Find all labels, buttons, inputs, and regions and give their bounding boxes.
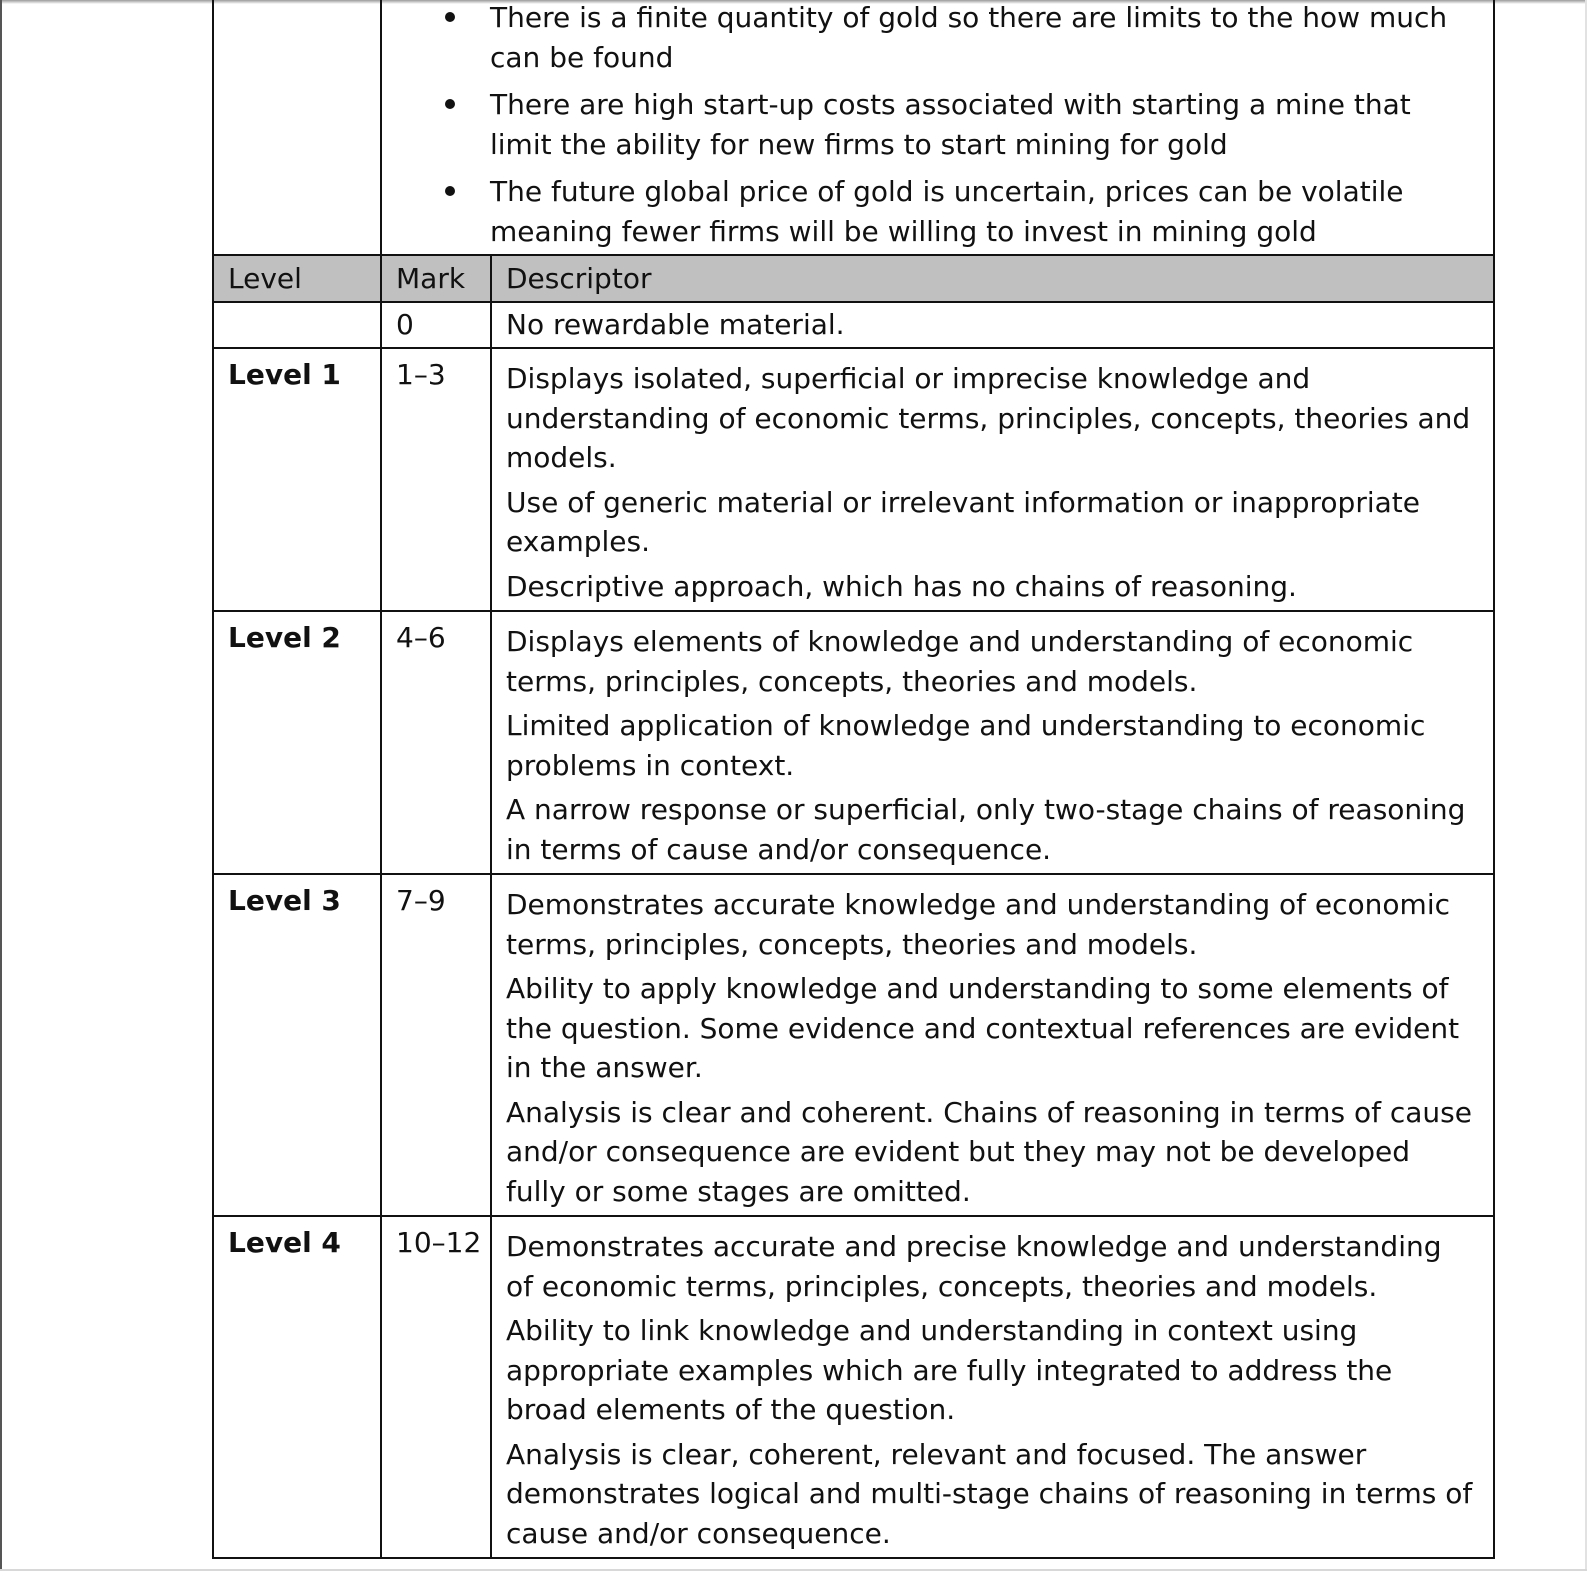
descriptor-paragraph: Use of generic material or irrelevant information or inappropriate examples. xyxy=(506,485,1420,558)
indicative-content-row xyxy=(213,0,1494,255)
descriptor-paragraph: Displays isolated, superficial or imprecise knowledge and understanding of economic terms, principles, concepts, theories and models. xyxy=(506,362,1471,474)
descriptor-paragraph: Descriptive approach, which has no chains of reasoning. xyxy=(506,569,1297,603)
table-row-level-3 xyxy=(213,874,1494,1216)
descriptor-paragraph: Analysis is clear, coherent, relevant and focused. The answer demonstrates logical and multi-stage chains of reasoning in terms of cause and/or consequence. xyxy=(506,1437,1473,1550)
descriptor-paragraph: Ability to apply knowledge and understanding to some elements of the question. Some evidence and contextual references are evident in the answer. xyxy=(506,972,1460,1084)
bullet-dot-icon xyxy=(445,186,455,196)
descriptor-paragraph: Ability to link knowledge and understanding in context using appropriate examples which are fully integrated to address the broad elements of the question. xyxy=(506,1314,1393,1426)
descriptor-cell xyxy=(491,1216,1494,1558)
mark-cell: 4–6 xyxy=(381,611,491,874)
level-cell xyxy=(213,302,381,348)
bullet-dot-icon xyxy=(445,12,455,22)
level-cell: Level 2 xyxy=(213,611,381,874)
indicative-content-cell xyxy=(381,0,1494,255)
mark-cell: 0 xyxy=(381,302,491,348)
level-cell: Level 1 xyxy=(213,348,381,611)
descriptor-cell xyxy=(491,611,1494,874)
level-cell: Level 3 xyxy=(213,874,381,1216)
descriptor-paragraph: Demonstrates accurate and precise knowledge and understanding of economic terms, principles, concepts, theories and models. xyxy=(506,1230,1442,1303)
header-mark: Mark xyxy=(381,255,491,302)
bullet-item xyxy=(490,0,1473,77)
descriptor-cell xyxy=(491,874,1494,1216)
mark-cell: 7–9 xyxy=(381,874,491,1216)
descriptor-paragraph: Limited application of knowledge and understanding to economic problems in context. xyxy=(506,709,1426,782)
descriptor-cell xyxy=(491,348,1494,611)
page-left-edge xyxy=(0,0,2,1571)
level-cell: Level 4 xyxy=(213,1216,381,1558)
descriptor-paragraph: Displays elements of knowledge and understanding of economic terms, principles, concepts, theories and models. xyxy=(506,625,1414,698)
table-row-level-1 xyxy=(213,348,1494,611)
mark-cell: 10–12 xyxy=(381,1216,491,1558)
descriptor-paragraph: Analysis is clear and coherent. Chains of reasoning in terms of cause and/or consequence are evident but they may not be developed fully or some stages are omitted. xyxy=(506,1095,1472,1208)
indicative-content-spacer-cell xyxy=(213,0,381,255)
mark-scheme-document xyxy=(212,0,1493,1559)
bullet-text: There are high start-up costs associated with starting a mine that limit the ability for new firms to start mining for gold xyxy=(490,88,1411,161)
table-row-level-0 xyxy=(213,302,1494,348)
bullet-dot-icon xyxy=(445,99,455,109)
bullet-item xyxy=(490,85,1473,164)
header-level: Level xyxy=(213,255,381,302)
table-header-row xyxy=(213,255,1494,302)
descriptor-paragraph: Demonstrates accurate knowledge and understanding of economic terms, principles, concepts, theories and models. xyxy=(506,888,1451,961)
header-descriptor: Descriptor xyxy=(491,255,1494,302)
descriptor-cell: No rewardable material. xyxy=(491,302,1494,348)
bullet-item xyxy=(490,172,1473,251)
descriptor-paragraph: A narrow response or superficial, only two-stage chains of reasoning in terms of cause and/or consequence. xyxy=(506,793,1466,866)
mark-cell: 1–3 xyxy=(381,348,491,611)
bullet-text: The future global price of gold is uncertain, prices can be volatile meaning fewer firms will be willing to invest in mining gold xyxy=(490,175,1404,248)
table-row-level-2 xyxy=(213,611,1494,874)
table-row-level-4 xyxy=(213,1216,1494,1558)
levels-mark-scheme-table xyxy=(212,0,1495,1559)
bullet-text: There is a finite quantity of gold so there are limits to the how much can be found xyxy=(490,1,1448,74)
indicative-content-bullets xyxy=(382,0,1493,254)
